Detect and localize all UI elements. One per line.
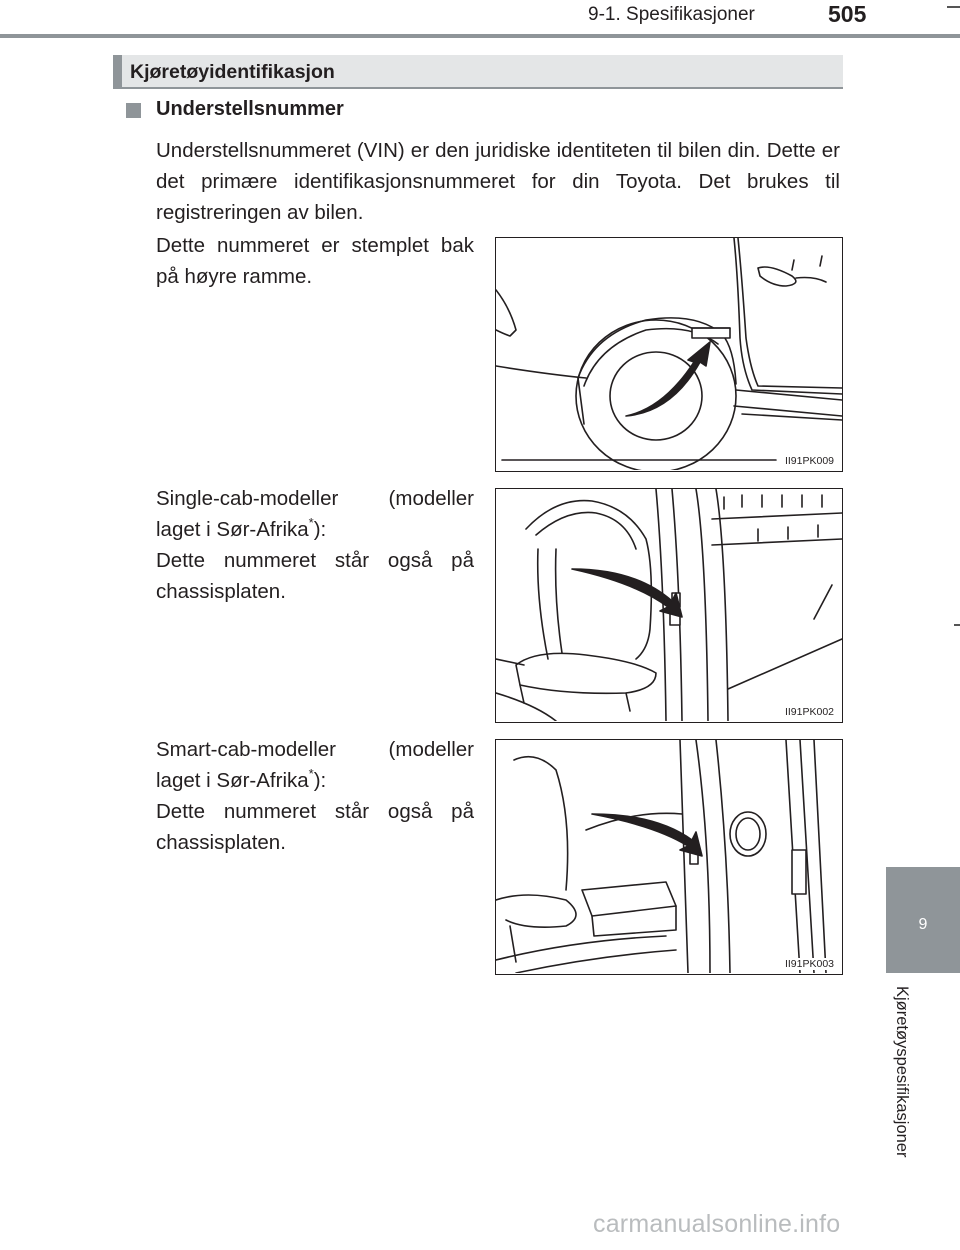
item-text-smart-cab — [156, 734, 474, 858]
crop-mark — [947, 6, 960, 8]
single-cab-line1: Single-cab-modeller (modeller laget i Sør-Afrika — [156, 487, 474, 541]
smart-cab-line2: Dette nummeret står også på chassisplaten. — [156, 800, 474, 854]
footnote-asterisk: * — [308, 515, 314, 530]
figure-code: II91PK002 — [784, 706, 834, 718]
figure-rear-frame-vin — [495, 237, 843, 472]
figure-code: II91PK009 — [784, 455, 834, 467]
figure-smart-cab-chassis-plate — [495, 739, 843, 975]
footnote-asterisk: * — [308, 766, 314, 781]
running-header-title: 9-1. Spesifikasjoner — [588, 4, 755, 25]
smart-cab-line1-end: ): — [313, 769, 327, 792]
single-cab-line2: Dette nummeret står også på chassisplaten. — [156, 549, 474, 603]
figure-code: II91PK003 — [784, 958, 834, 970]
crop-mark — [954, 624, 960, 626]
intro-paragraph: Understellsnummeret (VIN) er den juridiske identiteten til bilen din. Dette er det primære identifikasjonsnummeret for din Toyota. Det brukes til registreringen av bilen. — [156, 139, 840, 224]
section-heading: Kjøretøyidentifikasjon — [130, 61, 335, 83]
single-cab-line1-end: ): — [313, 518, 327, 541]
figure-single-cab-chassis-plate — [495, 488, 843, 723]
page-number: 505 — [828, 1, 867, 27]
section-heading-marker — [113, 55, 122, 89]
smart-cab-line1: Smart-cab-modeller (modeller laget i Sør-Afrika — [156, 738, 474, 792]
chapter-tab-label: Kjøretøyspesifikasjoner — [893, 986, 911, 1158]
watermark: carmanualsonline.info — [593, 1210, 841, 1238]
item-text-single-cab — [156, 483, 474, 607]
chapter-tab-number: 9 — [918, 916, 928, 933]
item-text-rear-frame: Dette nummeret er stemplet bak på høyre ramme. — [156, 234, 474, 288]
subsection-heading: Understellsnummer — [156, 98, 344, 120]
header-rule — [0, 34, 960, 38]
square-bullet-icon — [126, 103, 141, 118]
